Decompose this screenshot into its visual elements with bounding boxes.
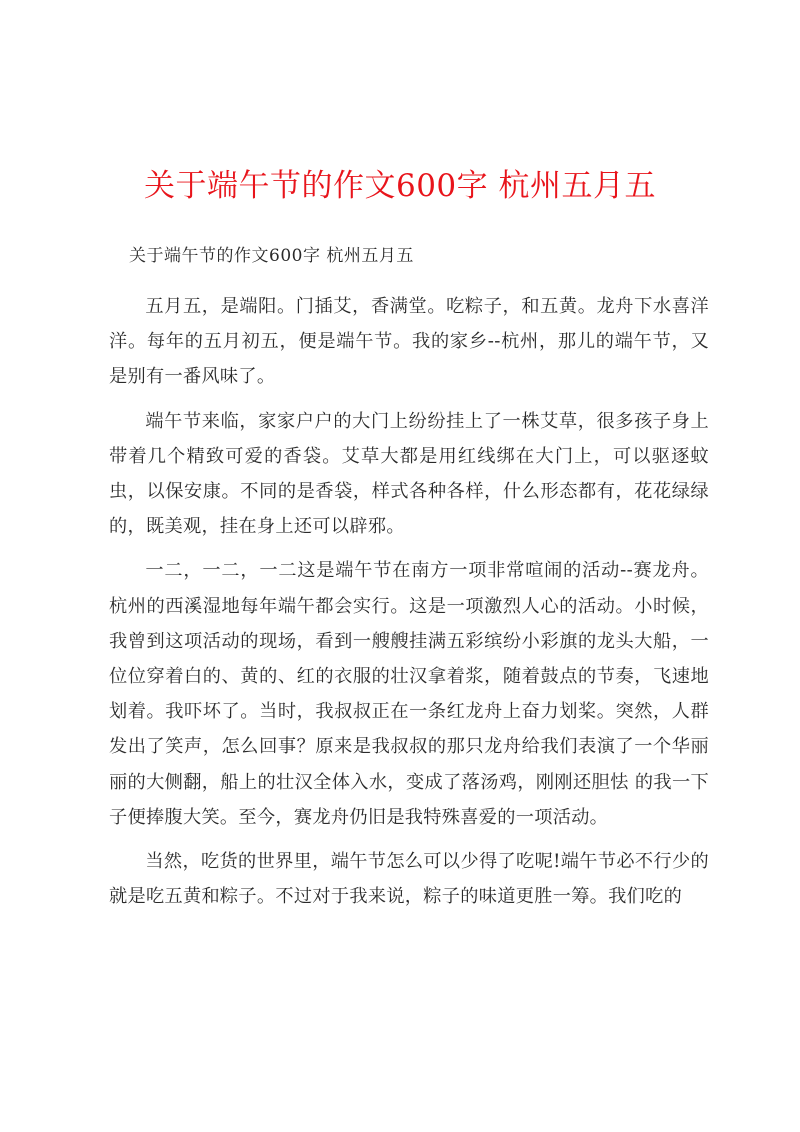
paragraph: 端午节来临，家家户户的大门上纷纷挂上了一株艾草，很多孩子身上带着几个精致可爱的香袋。艾草大都是用红线绑在大门上，可以驱逐蚊虫，以保安康。不同的是香袋，样式各种各样，什么形态都有，花花绿绿的，既美观，挂在身上还可以辟邪。 xyxy=(109,410,709,538)
document-body xyxy=(109,289,709,923)
document-title: 关于端午节的作文600字 杭州五月五 xyxy=(143,168,657,204)
paragraph: 五月五，是端阳。门插艾，香满堂。吃粽子，和五黄。龙舟下水喜洋洋。每年的五月初五，便是端午节。我的家乡--杭州，那儿的端午节，又是别有一番风味了。 xyxy=(109,296,709,388)
paragraph: 一二，一二，一二这是端午节在南方一项非常喧闹的活动--赛龙舟。杭州的西溪湿地每年端午都会实行。这是一项激烈人心的活动。小时候，我曾到这项活动的现场，看到一艘艘挂满五彩缤纷小彩旗的龙头大船，一位位穿着白的、黄的、红的衣服的壮汉拿着浆，随着鼓点的节奏，飞速地划着。我吓坏了。当时，我叔叔正在一条红龙舟上奋力划桨。突然，人群发出了笑声，怎么回事？原来是我叔叔的那只龙舟给我们表演了一个华丽丽的大侧翻，船上的壮汉全体入水，变成了落汤鸡，刚刚还胆怯 的我一下子便捧腹大笑。至今，赛龙舟仍旧是我特殊喜爱的一项活动。 xyxy=(109,560,709,828)
document-subtitle: 关于端午节的作文600字 杭州五月五 xyxy=(129,246,414,266)
paragraph: 当然，吃货的世界里，端午节怎么可以少得了吃呢!端午节必不行少的就是吃五黄和粽子。不过对于我来说，粽子的味道更胜一筹。我们吃的 xyxy=(109,851,709,908)
